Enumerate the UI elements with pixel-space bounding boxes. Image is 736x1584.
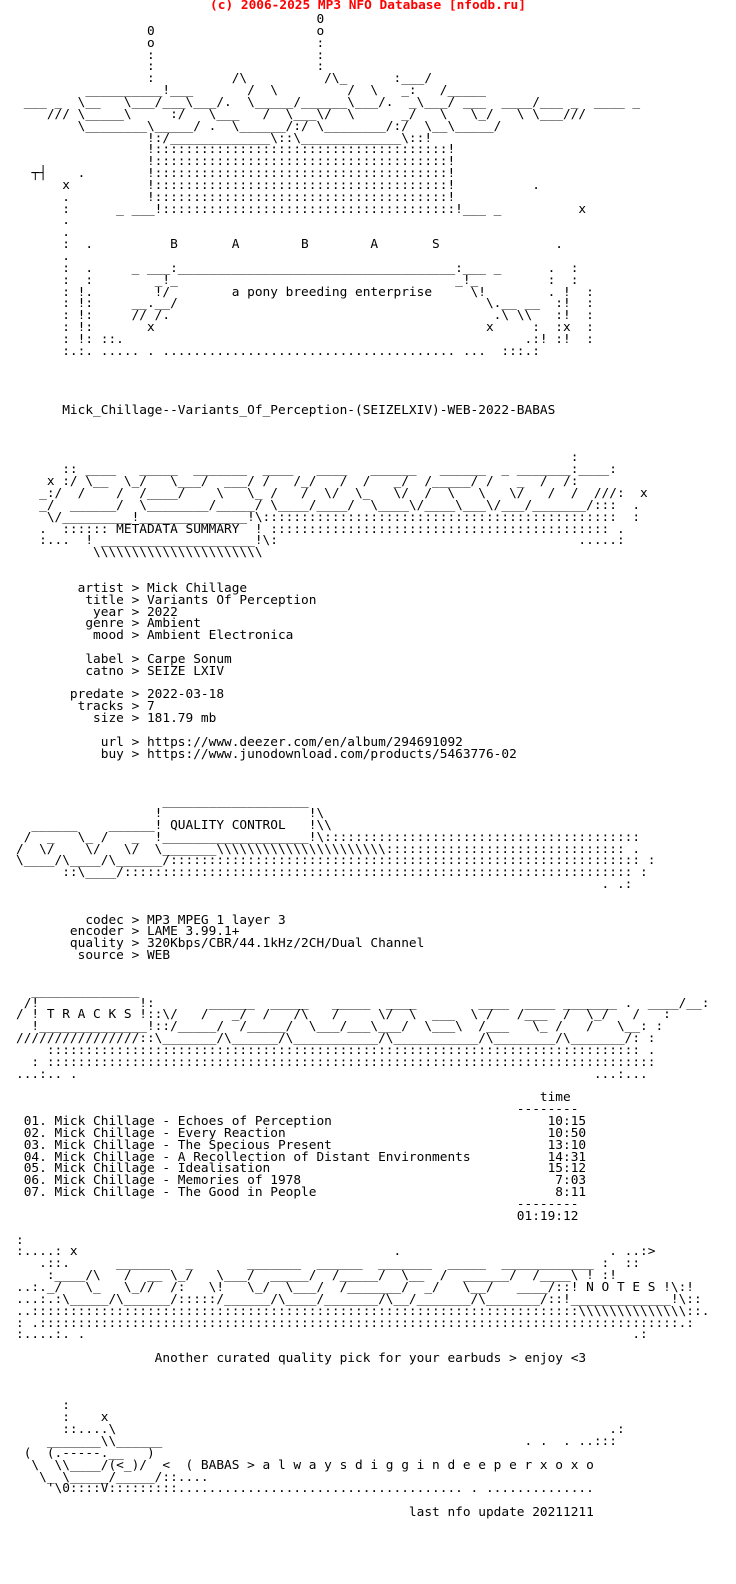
nfo-line: : !. !/ a pony breeding enterprise \! . ! : xyxy=(16,284,594,300)
nfo-line: 07. Mick Chillage - The Good in People 8:11 xyxy=(16,1185,587,1201)
nfo-line: : !: // /. .\ \\ :! : xyxy=(16,308,594,324)
nfo-line: codec > MP3 MPEG 1 layer 3 xyxy=(16,912,286,928)
nfo-line: genre > Ambient xyxy=(16,616,201,632)
nfo-line: 01:19:12 xyxy=(16,1208,579,1224)
nfo-line: \ \\____/(<_)/ < ( BABAS > a l w a y s d i g g i n d e e p e r x o x o xyxy=(16,1457,594,1473)
nfo-line: 01. Mick Chillage - Echoes of Perception 10:15 xyxy=(16,1114,587,1130)
nfo-line: \_ \_____/_____/::.... xyxy=(16,1469,209,1485)
nfo-line: .::. _______ _ _______ ______ _______ _____ ____________ : :: xyxy=(16,1256,641,1272)
nfo-line: 03. Mick Chillage - The Specious Present 13:10 xyxy=(16,1137,587,1153)
nfo-line: _:/ / / /____/ \ \_ / / \/ \_ \/ / \ \ \/ / / ///: x xyxy=(16,486,648,501)
nfo-line: artist > Mick Chillage xyxy=(16,580,248,596)
nfo-line: size > 181.79 mb xyxy=(16,711,217,727)
nfo-line: / \/ \/ \/ \_______\\\\\\\\\\\\\\\\\\\\\\::::::::::::::::::::::::::::::: . xyxy=(16,841,641,857)
nfo-line: o : xyxy=(16,35,325,51)
nfo-line: : : xyxy=(16,47,325,63)
nfo-line: :... ! ____________________!\: .....: xyxy=(16,533,625,549)
nfo-line: : : xyxy=(16,59,325,75)
nfo-line: / _ \_ / _ !___________________!\::::::::::::::::::::::::::::::::::::::::: xyxy=(16,829,641,845)
nfo-line: !______________!::/_____/ /_____/ \___/___\___/ \___\ /___ \_ / / \__: : xyxy=(16,1019,664,1035)
nfo-line: . xyxy=(16,249,70,264)
nfo-line: '\0::::V:::::::::..................................... . .............. xyxy=(16,1481,594,1497)
nfo-line: : . _ ___:____________________________________:___ _ . : xyxy=(16,260,579,276)
nfo-line: ////////////////::\_______/\______/\___________/\___________/\________/\_______/: : xyxy=(16,1031,656,1047)
nfo-line: : /\ /\_ :___/ xyxy=(16,71,433,87)
nfo-line: ! !\ xyxy=(16,805,325,821)
nfo-line: __________!___ / \ / \ _: /_____ xyxy=(16,83,486,99)
nfo-line: !::::::::::::::::::::::::::::::::::::::! xyxy=(16,154,456,170)
nfo-line: 06. Mick Chillage - Memories of 1978 7:03 xyxy=(16,1173,587,1189)
nfo-line: title > Variants Of Perception xyxy=(16,592,317,608)
nfo-line: time xyxy=(16,1090,571,1106)
nfo-line: -------- xyxy=(16,1197,579,1212)
nfo-line: . !::::::::::::::::::::::::::::::::::::::! xyxy=(16,189,456,205)
nfo-line: . xyxy=(16,225,70,241)
nfo-line: : : _!_ _!_ : : xyxy=(16,272,579,288)
nfo-line: 0 o xyxy=(16,23,325,39)
nfo-line: ...:.. . ...:... xyxy=(16,1066,648,1082)
nfo-line: buy > https://www.junodownload.com/products/5463776-02 xyxy=(16,746,517,762)
nfo-line: ┬┤ . !::::::::::::::::::::::::::::::::::::::! xyxy=(16,166,456,182)
nfo-line: ___________________ xyxy=(16,794,309,810)
nfo-line: . :::::: METADATA SUMMARY ! :::::::::::::::::::::::::::::::::::::::::::: . xyxy=(16,521,625,537)
nfo-line: :: ____ _____ _______ ____ ____ ______ ______ _ _______:____: xyxy=(16,462,617,478)
nfo-line: : .:::::::::::::::::::::::::::::::::::::::::::::::::::::::::::::::::::::::::::::::::::.: xyxy=(16,1315,694,1331)
nfo-line: ...:.:\_____/\______/:::::/______/\____/_______/\__/_______/\_______/::!_____________!\:: xyxy=(16,1291,702,1307)
nfo-line: x :/ \__ \_/ \___/ ___/ / /_/ / / _/ /_____/ / _ / /: xyxy=(16,474,579,490)
nfo-line: :....: x . . ..:> xyxy=(16,1244,656,1260)
nfo-line: . xyxy=(16,213,70,229)
nfo-line: : !: __.__/ \.__ __ :! : xyxy=(16,296,594,312)
nfo-line: \____/\____/\______/::::::::::::::::::::::::::::::::::::::::::::::::::::::::::::: : xyxy=(16,853,656,869)
nfo-line: :.:. ..... . ...................................... ... :::.: xyxy=(16,343,540,359)
nfo-line: year > 2022 xyxy=(16,604,178,620)
nfo-line: predate > 2022-03-18 xyxy=(16,687,225,703)
nfo-line: label > Carpe Sonum xyxy=(16,651,232,667)
nfo-line: ::\____/:::::::::::::::::::::::::::::::::::::::::::::::::::::::::::::::::: : xyxy=(16,865,648,881)
nfo-line: : !: x x : :x : xyxy=(16,320,594,336)
nfo-line: \________\_____/ . \______/:/ \________/:/ \__\_____/ xyxy=(16,118,502,134)
nfo-line: 05. Mick Chillage - Idealisation 15:12 xyxy=(16,1161,587,1177)
nfo-line: \\\\\\\\\\\\\\\\\\\\\\ xyxy=(16,545,263,561)
nfo-line: _______\\______ . . . ..::: xyxy=(16,1434,617,1449)
nfo-line: !::::::::::::::::::::::::::::::::::::::! xyxy=(16,142,456,158)
nfo-line: 04. Mick Chillage - A Recollection of Distant Environments 14:31 xyxy=(16,1149,587,1165)
nfo-line: tracks > 7 xyxy=(16,699,155,715)
nfo-line: ( (.-----.__ ) xyxy=(16,1445,155,1461)
nfo-line: ______ ______! QUALITY CONTROL !\\ xyxy=(16,817,332,833)
nfo-line: ______________ xyxy=(16,983,140,999)
nfo-line: : xyxy=(16,1232,24,1248)
nfo-line: : xyxy=(16,450,579,466)
nfo-line: x !::::::::::::::::::::::::::::::::::::::! . xyxy=(16,177,540,193)
nfo-line: : !: ::. .:! :! : xyxy=(16,331,594,347)
nfo-line: _/ ______/ \________/_____/ \____/____/ \____\/____\___\/___/_______/::: . xyxy=(16,497,641,513)
nfo-line: ___ _ \__ \___/___\___/. \_____/______\___/. _\___/ ___ ____/___ _ ____ _ xyxy=(16,94,641,110)
nfo-line: ..:::::::::::::::::::::::::::::::::::::::::::::::::::::::::::::::::::::::\\\\\\\\\\\\\\::. xyxy=(16,1303,710,1319)
nfo-line: 0 xyxy=(16,12,325,27)
nfo-line: /! !: ______ _____ _____ ____ ____ ____ _______ . ____/__: xyxy=(16,995,710,1011)
nfo-line: :....:. . .: xyxy=(16,1327,648,1343)
nfo-line: :____/\ / __ \_/ \___/ _____/ /_____/ \__ / ______/ /____\ ! :! xyxy=(16,1268,617,1284)
nfo-line: \/_________!______________!\:::::::::::::::::::::::::::::::::::::::::::::: : xyxy=(16,509,641,525)
nfo-line: : . B A B A S . xyxy=(16,237,564,253)
nfo-line: Another curated quality pick for your earbuds > enjoy <3 xyxy=(16,1351,587,1367)
nfo-line: ..:._/ \_ \_// /: \! \_/ \___/ /_______/ _/ \__/ ____/::! N O T E S !\:! xyxy=(16,1279,694,1295)
nfo-line: : x xyxy=(16,1410,109,1426)
nfo-line: : xyxy=(16,1398,70,1414)
nfo-line: url > https://www.deezer.com/en/album/294691092 xyxy=(16,734,463,750)
nfo-line: !:/_____________\::\_____________\::! xyxy=(16,130,433,146)
nfo-line: -------- xyxy=(16,1102,579,1118)
nfo-line: . .: xyxy=(16,877,633,893)
nfo-line: 02. Mick Chillage - Every Reaction 10:50 xyxy=(16,1125,587,1141)
nfo-line: catno > SEIZE LXIV xyxy=(16,663,225,679)
copyright-banner: (c) 2006-2025 MP3 NFO Database [nfodb.ru] xyxy=(210,0,526,13)
nfo-line: : ::::::::::::::::::::::::::::::::::::::::::::::::::::::::::::::::::::::::::::::: xyxy=(16,1054,656,1070)
nfo-line: ::....\ .: xyxy=(16,1422,625,1438)
nfo-line: last nfo update 20211211 xyxy=(16,1505,594,1521)
nfo-line: /// \_____\ :/ \___ / \___\/ \ _/ \ \_/ \ \___/// xyxy=(16,106,587,122)
nfo-line: source > WEB xyxy=(16,948,171,964)
nfo-line: / ! T R A C K S !::\/ / _/ / /\ / \/ \ ___ \ / /___ / \_/ / : xyxy=(16,1007,671,1023)
nfo-line: : _ ___!::::::::::::::::::::::::::::::::::::::!___ _ x xyxy=(16,201,587,217)
nfo-line: ::::::::::::::::::::::::::::::::::::::::::::::::::::::::::::::::::::::::::::: . xyxy=(16,1042,656,1058)
nfo-line: mood > Ambient Electronica xyxy=(16,628,294,644)
nfo-line: encoder > LAME 3.99.1+ xyxy=(16,924,240,940)
nfo-line: quality > 320Kbps/CBR/44.1kHz/2CH/Dual Channel xyxy=(16,936,425,952)
nfo-line: Mick_Chillage--Variants_Of_Perception-(SEIZELXIV)-WEB-2022-BABAS xyxy=(16,403,556,419)
